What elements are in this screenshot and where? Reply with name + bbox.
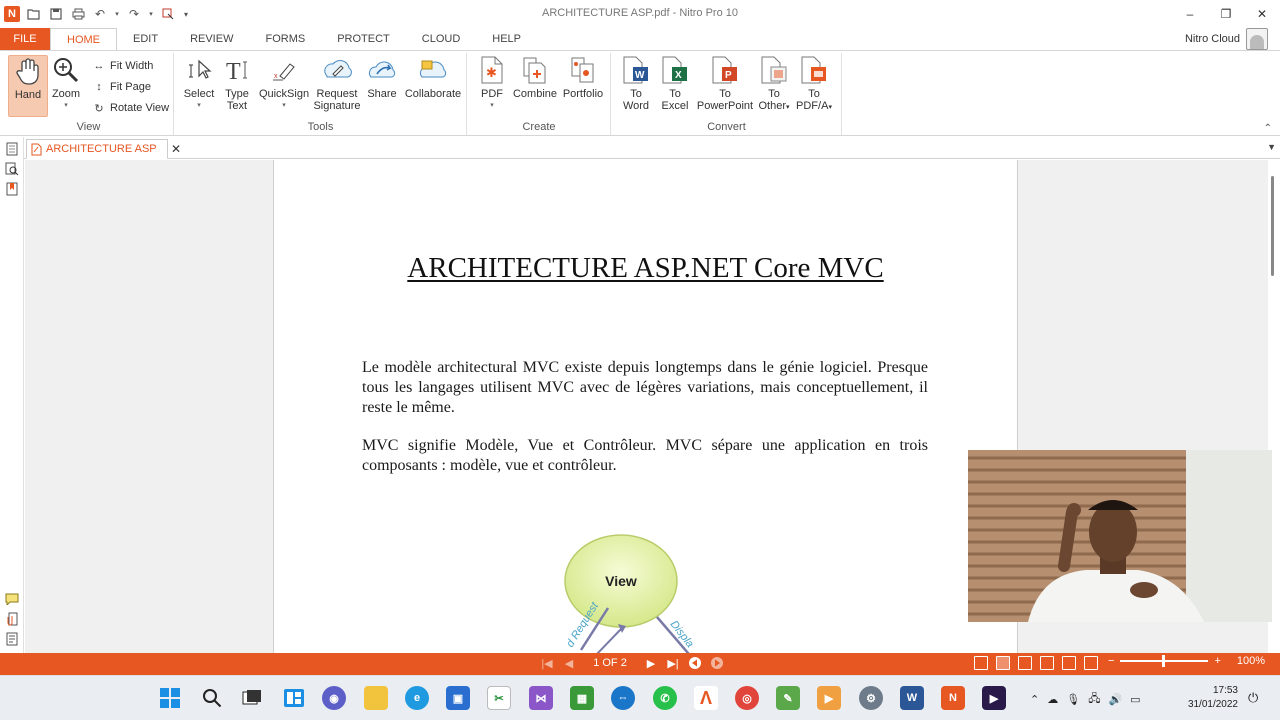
teamviewer-icon[interactable]: ⇔ [611,686,635,710]
quicksign-label: QuickSign [258,88,310,100]
power-icon[interactable]: ⏻ [1248,690,1259,705]
tab-cloud[interactable]: CLOUD [421,33,461,45]
share-button[interactable] [365,55,399,100]
paragraph-1: Le modèle architectural MVC existe depuis longtemps dans le génie logiciel. Presque tous les langages utilisent MVC avec de légères variations, mais conceptuellement, il reste le même. [362,359,928,416]
to-pdfa-button[interactable] [794,55,834,114]
zoom-slider-thumb[interactable] [1162,655,1165,667]
windows-taskbar [0,675,1280,720]
combine-files-icon [520,55,550,85]
zoom-out-icon[interactable]: − [1108,655,1115,667]
pdfa-file-icon [799,55,829,85]
continuous-icon[interactable] [996,656,1010,670]
file-explorer-icon[interactable] [364,686,388,710]
cover-page-icon[interactable] [1062,656,1076,670]
snipping-tool-icon[interactable]: ✂ [487,686,511,710]
open-icon[interactable] [26,6,42,22]
create-group-label: Create [522,121,556,133]
type-label: Type [225,88,249,100]
zoom-label: Zoom [51,88,81,100]
paragraph-2: MVC signifie Modèle, Vue et Contrôleur. MVC sépare une application en trois composants : modèle, vue et contrôleur. [362,437,928,474]
tab-review[interactable]: REVIEW [190,33,234,45]
share-cloud-icon [367,55,397,85]
document-tab[interactable] [26,139,181,159]
pdf-tab-icon [31,143,42,156]
rotate-icon: ↻ [94,102,104,115]
mvc-diagram [544,530,734,653]
powerpoint-file-icon [710,55,740,85]
tray-overflow-icon[interactable]: ⌃ [1030,694,1040,706]
settings-gear-icon[interactable]: ⚙ [859,686,883,710]
to-powerpoint-label-1: To [719,88,731,100]
select-cursor-icon [184,55,214,85]
share-label: Share [367,88,397,100]
to-other-label-1: To [768,88,780,100]
collapse-ribbon-icon[interactable]: ⌃ [1263,123,1272,134]
window-title: ARCHITECTURE ASP.pdf - Nitro Pro 10 [541,7,739,19]
back-view-icon[interactable] [688,656,702,670]
to-word-label-2: Word [622,100,650,112]
tab-file[interactable]: FILE [0,28,50,50]
type-text-button[interactable] [221,55,253,112]
portfolio-button[interactable] [560,55,606,100]
convert-group [612,53,842,135]
view-mode-buttons [974,656,1098,670]
hand-icon [13,56,43,86]
facing-icon[interactable] [1018,656,1032,670]
fit-width-button[interactable] [92,59,153,73]
title-bar [0,0,1280,28]
svg-text:x: x [274,73,278,80]
status-bar [0,653,1280,675]
excel-file-icon [660,55,690,85]
select-label: Select [183,88,215,100]
document-title: ARCHITECTURE ASP.NET Core MVC [407,252,884,284]
quicksign-dropdown-icon: ▾ [282,102,286,109]
undo-icon[interactable]: ↶ [94,7,106,21]
to-excel-button[interactable] [658,55,692,112]
zoom-level[interactable]: 100% [1236,655,1266,667]
tab-forms[interactable]: FORMS [265,33,306,45]
customize-toolbar-icon[interactable]: ▾ [183,9,188,19]
volume-icon[interactable]: 🔊 [1108,694,1123,706]
left-sidebar [0,137,24,653]
print-icon[interactable] [70,6,86,22]
acrobat-icon[interactable]: Λ [694,686,718,710]
screen-recorder-icon[interactable]: ▶ [982,686,1006,710]
facing-continuous-icon[interactable] [1040,656,1054,670]
pdf-file-icon [477,55,507,85]
combine-button[interactable] [512,55,558,100]
combine-label: Combine [512,88,558,100]
return-arrow [596,628,622,653]
select-tool-icon[interactable] [160,6,176,22]
document-tab-label: ARCHITECTURE ASP [46,143,157,155]
to-word-button[interactable] [618,55,654,112]
request-signature-button[interactable] [313,55,361,112]
collaborate-icon [418,55,448,85]
store-icon[interactable]: ▣ [446,686,470,710]
whatsapp-icon[interactable]: ✆ [653,686,677,710]
to-excel-label-2: Excel [661,100,689,112]
display-arrow-label: Displa [667,618,696,650]
svg-text:✱: ✱ [486,65,497,80]
minimize-icon[interactable]: – [1186,7,1194,21]
to-word-label-1: To [630,88,642,100]
to-pdfa-dropdown-icon: ▾ [828,104,832,111]
to-pdfa-label-1: To [808,88,820,100]
tab-home[interactable]: HOME [50,28,117,50]
portfolio-label: Portfolio [562,88,604,100]
word-icon[interactable]: W [900,686,924,710]
fit-width-label: Fit Width [110,60,154,72]
portfolio-icon [568,55,598,85]
webcam-overlay [968,450,1272,622]
pdf-dropdown-icon: ▾ [490,102,494,109]
output-panel-icon[interactable] [4,631,19,646]
to-excel-label-1: To [669,88,681,100]
fullscreen-icon[interactable] [1084,656,1098,670]
avatar[interactable] [1246,28,1268,50]
app-grid-icon[interactable]: ▦ [570,686,594,710]
start-icon[interactable] [158,686,182,710]
zoom-dropdown-icon: ▾ [64,102,68,109]
request-label: Request [316,88,358,100]
create-group [468,53,611,135]
media-player-icon[interactable]: ▶ [817,686,841,710]
fit-page-label: Fit Page [110,81,151,93]
search-icon[interactable] [200,686,224,710]
teams-chat-icon[interactable]: ◉ [322,686,346,710]
to-other-button[interactable] [756,55,792,114]
zoom-icon [51,55,81,85]
network-icon[interactable]: 🖧 [1088,693,1101,705]
rotate-view-button[interactable] [92,101,169,115]
to-other-dropdown-icon: ▾ [786,104,790,111]
other-file-icon [759,55,789,85]
edge-icon[interactable]: e [405,686,429,710]
view-group [4,53,174,135]
zoom-button[interactable] [50,55,82,112]
cloud-user-label: Nitro Cloud [1184,33,1240,45]
fit-page-button[interactable] [92,80,151,94]
to-other-label-2 [758,100,789,114]
microphone-icon[interactable]: 🎙 [1066,694,1081,706]
document-tab-strip [24,137,1280,159]
zoom-slider[interactable] [1120,660,1208,662]
page-indicator[interactable]: 1 OF 2 [593,657,627,669]
visual-studio-icon[interactable]: ⋈ [529,686,553,710]
quick-access-toolbar [0,6,190,22]
battery-icon[interactable]: ▭ [1130,694,1141,706]
forward-view-icon[interactable] [710,656,724,670]
save-icon[interactable] [48,6,64,22]
tools-group-label: Tools [307,121,334,133]
close-icon[interactable]: ✕ [1256,7,1268,21]
tabs-dropdown-icon[interactable]: ▼ [1267,142,1276,152]
to-pdfa-label-2 [796,100,832,114]
task-view-icon[interactable] [240,686,264,710]
clock-time: 17:53 [1212,685,1238,696]
tab-help[interactable]: HELP [492,33,522,45]
search-panel-icon[interactable] [4,161,19,176]
select-button[interactable] [181,55,217,112]
chrome-icon[interactable]: ◎ [735,686,759,710]
svg-text:T: T [226,59,241,84]
scrollbar-thumb[interactable] [1271,176,1274,276]
comments-panel-icon[interactable] [4,591,19,606]
fit-page-icon: ↕ [96,81,102,93]
nitro-logo-icon[interactable]: N [4,6,20,22]
last-page-icon[interactable]: ▶| [667,657,679,670]
close-tab-icon[interactable]: ✕ [170,142,181,156]
onedrive-icon[interactable]: ☁ [1047,694,1059,706]
svg-text:P: P [725,70,732,81]
fit-width-icon: ↔ [93,60,105,72]
bookmarks-panel-icon[interactable] [4,181,19,196]
nitro-cloud-account[interactable] [1185,28,1268,50]
hand-label: Hand [14,89,42,101]
zoom-in-icon[interactable]: + [1214,655,1221,667]
previous-page-icon[interactable]: ◀ [564,657,574,670]
single-page-icon[interactable] [974,656,988,670]
quicksign-pen-icon [269,55,299,85]
redo-dropdown-icon[interactable]: ▾ [149,11,153,18]
request-arrow-label: d Request [564,600,602,650]
view-group-label: View [76,121,101,133]
to-other-text: Other [758,100,786,112]
text-label: Text [226,100,248,112]
pdf-page [273,160,1018,653]
quicksign-button[interactable] [259,55,309,112]
pdf-label: PDF [481,88,503,100]
hand-button[interactable] [8,55,48,117]
rotate-view-label: Rotate View [110,102,170,114]
clock-date: 31/01/2022 [1187,699,1238,710]
signature-label: Signature [313,100,361,112]
to-pdfa-text: PDF/A [796,100,829,112]
zoom-control [1108,655,1265,667]
widgets-icon[interactable] [282,686,306,710]
tab-protect[interactable]: PROTECT [337,33,390,45]
tools-group [175,53,467,135]
next-page-icon[interactable]: ▶ [646,657,656,670]
svg-text:W: W [635,70,645,81]
system-tray [1030,690,1141,709]
attachments-panel-icon[interactable] [4,611,19,626]
system-clock[interactable] [1180,684,1238,712]
view-node-label: View [605,573,637,589]
collaborate-button[interactable] [403,55,463,100]
window-controls [1172,4,1280,24]
undo-dropdown-icon[interactable]: ▾ [115,11,119,18]
restore-icon[interactable]: ❐ [1220,7,1232,21]
ribbon-tabs [0,28,1280,50]
type-text-icon [222,55,252,85]
page-navigation [540,656,724,670]
word-file-icon [621,55,651,85]
svg-text:X: X [675,70,682,81]
ribbon [0,50,1280,136]
select-dropdown-icon: ▾ [197,102,201,109]
to-powerpoint-button[interactable] [696,55,754,112]
convert-group-label: Convert [707,121,746,133]
collaborate-label: Collaborate [404,88,462,100]
pages-panel-icon[interactable] [4,141,19,156]
first-page-icon[interactable]: |◀ [541,657,553,670]
redo-icon[interactable]: ↷ [128,7,140,21]
to-powerpoint-label-2: PowerPoint [696,100,754,112]
pdf-button[interactable] [476,55,508,112]
tab-edit[interactable]: EDIT [133,33,159,45]
notepad-icon[interactable]: ✎ [776,686,800,710]
nitro-taskbar-icon[interactable]: N [941,686,965,710]
request-signature-icon [322,55,352,85]
